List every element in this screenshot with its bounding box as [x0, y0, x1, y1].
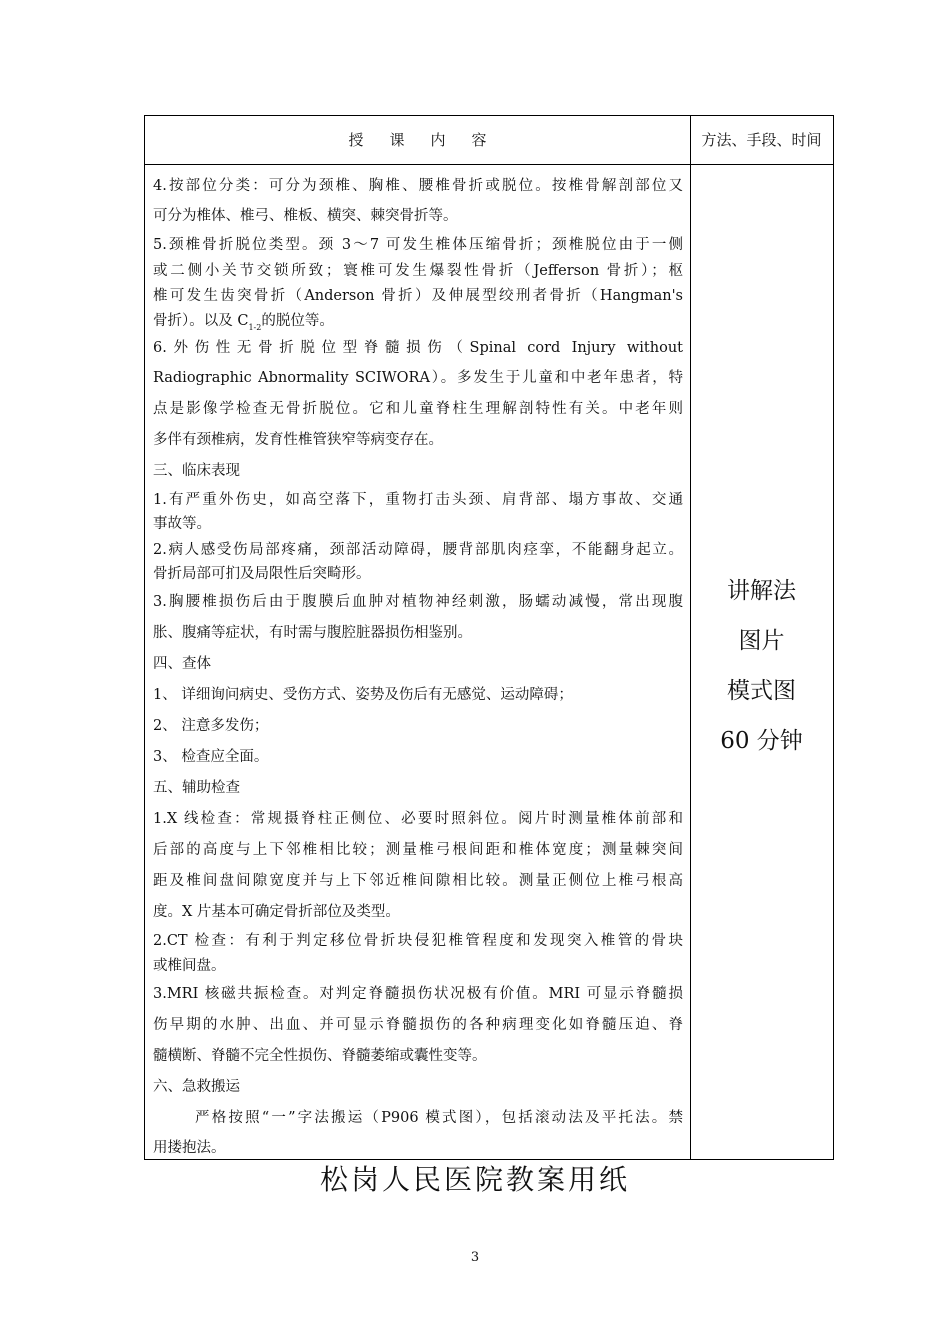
text-line: 事故等。 [153, 516, 211, 532]
header-method-column: 方法、手段、时间 [701, 131, 822, 149]
text-line: 1、 详细询问病史、受伤方式、姿势及伤后有无感觉、运动障碍； [153, 687, 573, 703]
text-line: 2.病人感受伤局部疼痛，颈部活动障碍，腰背部肌肉痉挛，不能翻身起立。 [153, 542, 683, 558]
text-segment: 的脱位等。 [261, 313, 334, 329]
text-line: 多伴有颈椎病，发育性椎管狭窄等病变存在。 [153, 432, 443, 448]
text-line: 伤早期的水肿、出血、并可显示脊髓损伤的各种病理变化如脊髓压迫、脊 [153, 1017, 683, 1033]
text-line: 3、 检查应全面。 [153, 749, 269, 765]
section-heading: 三、临床表现 [153, 463, 240, 479]
method-model-diagram: 模式图 [727, 678, 796, 704]
header-content-column: 授课内容 [348, 131, 513, 149]
method-lecture: 讲解法 [727, 578, 796, 604]
text-line: 距及椎间盘间隙宽度并与上下邻近椎间隙相比较。测量正侧位上椎弓根高 [153, 873, 683, 889]
text-line: 6.外伤性无骨折脱位型脊髓损伤（Spinal cord Injury without [153, 340, 683, 356]
footer-title: 松岗人民医院教案用纸 [319, 1163, 630, 1196]
text-segment: 骨折）。以及 C [153, 313, 249, 329]
text-line: 5.颈椎骨折脱位类型。颈 3～7 可发生椎体压缩骨折；颈椎脱位由于一侧 [153, 237, 683, 253]
text-line: 严格按照“一”字法搬运（P906 模式图），包括滚动法及平托法。禁 [195, 1110, 683, 1126]
text-line: 髓横断、脊髓不完全性损伤、脊髓萎缩或囊性变等。 [153, 1048, 487, 1064]
method-duration: 60 分钟 [720, 728, 803, 754]
text-line: 可分为椎体、椎弓、椎板、横突、棘突骨折等。 [153, 208, 458, 224]
text-line: 4.按部位分类：可分为颈椎、胸椎、腰椎骨折或脱位。按椎骨解剖部位又 [153, 178, 683, 194]
text-line: 度。X 片基本可确定骨折部位及类型。 [153, 904, 400, 920]
text-line: 3.MRI 核磁共振检查。对判定脊髓损伤状况极有价值。MRI 可显示脊髓损 [153, 986, 683, 1002]
text-line: Radiographic Abnormality SCIWORA）。多发生于儿童和中老年患者，特 [153, 370, 683, 386]
text-line: 3.胸腰椎损伤后由于腹膜后血肿对植物神经刺激，肠蠕动减慢，常出现腹 [153, 594, 683, 610]
text-line: 1.X 线检查：常规摄脊柱正侧位、必要时照斜位。阅片时测量椎体前部和 [153, 811, 683, 827]
text-line: 或二侧小关节交锁所致；寰椎可发生爆裂性骨折（Jefferson 骨折）；枢 [153, 263, 683, 279]
text-line: 骨折局部可扪及局限性后突畸形。 [153, 566, 371, 582]
text-line: 点是影像学检查无骨折脱位。它和儿童脊柱生理解剖特性有关。中老年则 [153, 401, 683, 417]
section-heading: 四、查体 [153, 656, 211, 672]
text-line: 1.有严重外伤史，如高空落下，重物打击头颈、肩背部、塌方事故、交通 [153, 492, 683, 508]
method-cell [690, 566, 833, 766]
text-line: 后部的高度与上下邻椎相比较；测量椎弓根间距和椎体宽度；测量棘突间 [153, 842, 683, 858]
table-header-row [145, 116, 833, 165]
text-line: 用搂抱法。 [153, 1140, 226, 1156]
text-line: 2.CT 检查：有利于判定移位骨折块侵犯椎管程度和发现突入椎管的骨块 [153, 933, 683, 949]
subscript: 1-2 [248, 323, 262, 332]
page-number: 3 [470, 1250, 480, 1265]
text-line: 椎可发生齿突骨折（Anderson 骨折）及伸展型绞刑者骨折（Hangman's [153, 288, 683, 304]
lesson-plan-table [144, 115, 834, 1160]
text-line-with-subscript [153, 309, 334, 332]
text-line: 2、 注意多发伤； [153, 718, 269, 734]
text-line: 或椎间盘。 [153, 958, 226, 974]
text-line: 胀、腹痛等症状，有时需与腹腔脏器损伤相鉴别。 [153, 625, 472, 641]
section-heading: 六、急救搬运 [153, 1079, 240, 1095]
section-heading: 五、辅助检查 [153, 780, 240, 796]
method-pictures: 图片 [738, 628, 785, 654]
